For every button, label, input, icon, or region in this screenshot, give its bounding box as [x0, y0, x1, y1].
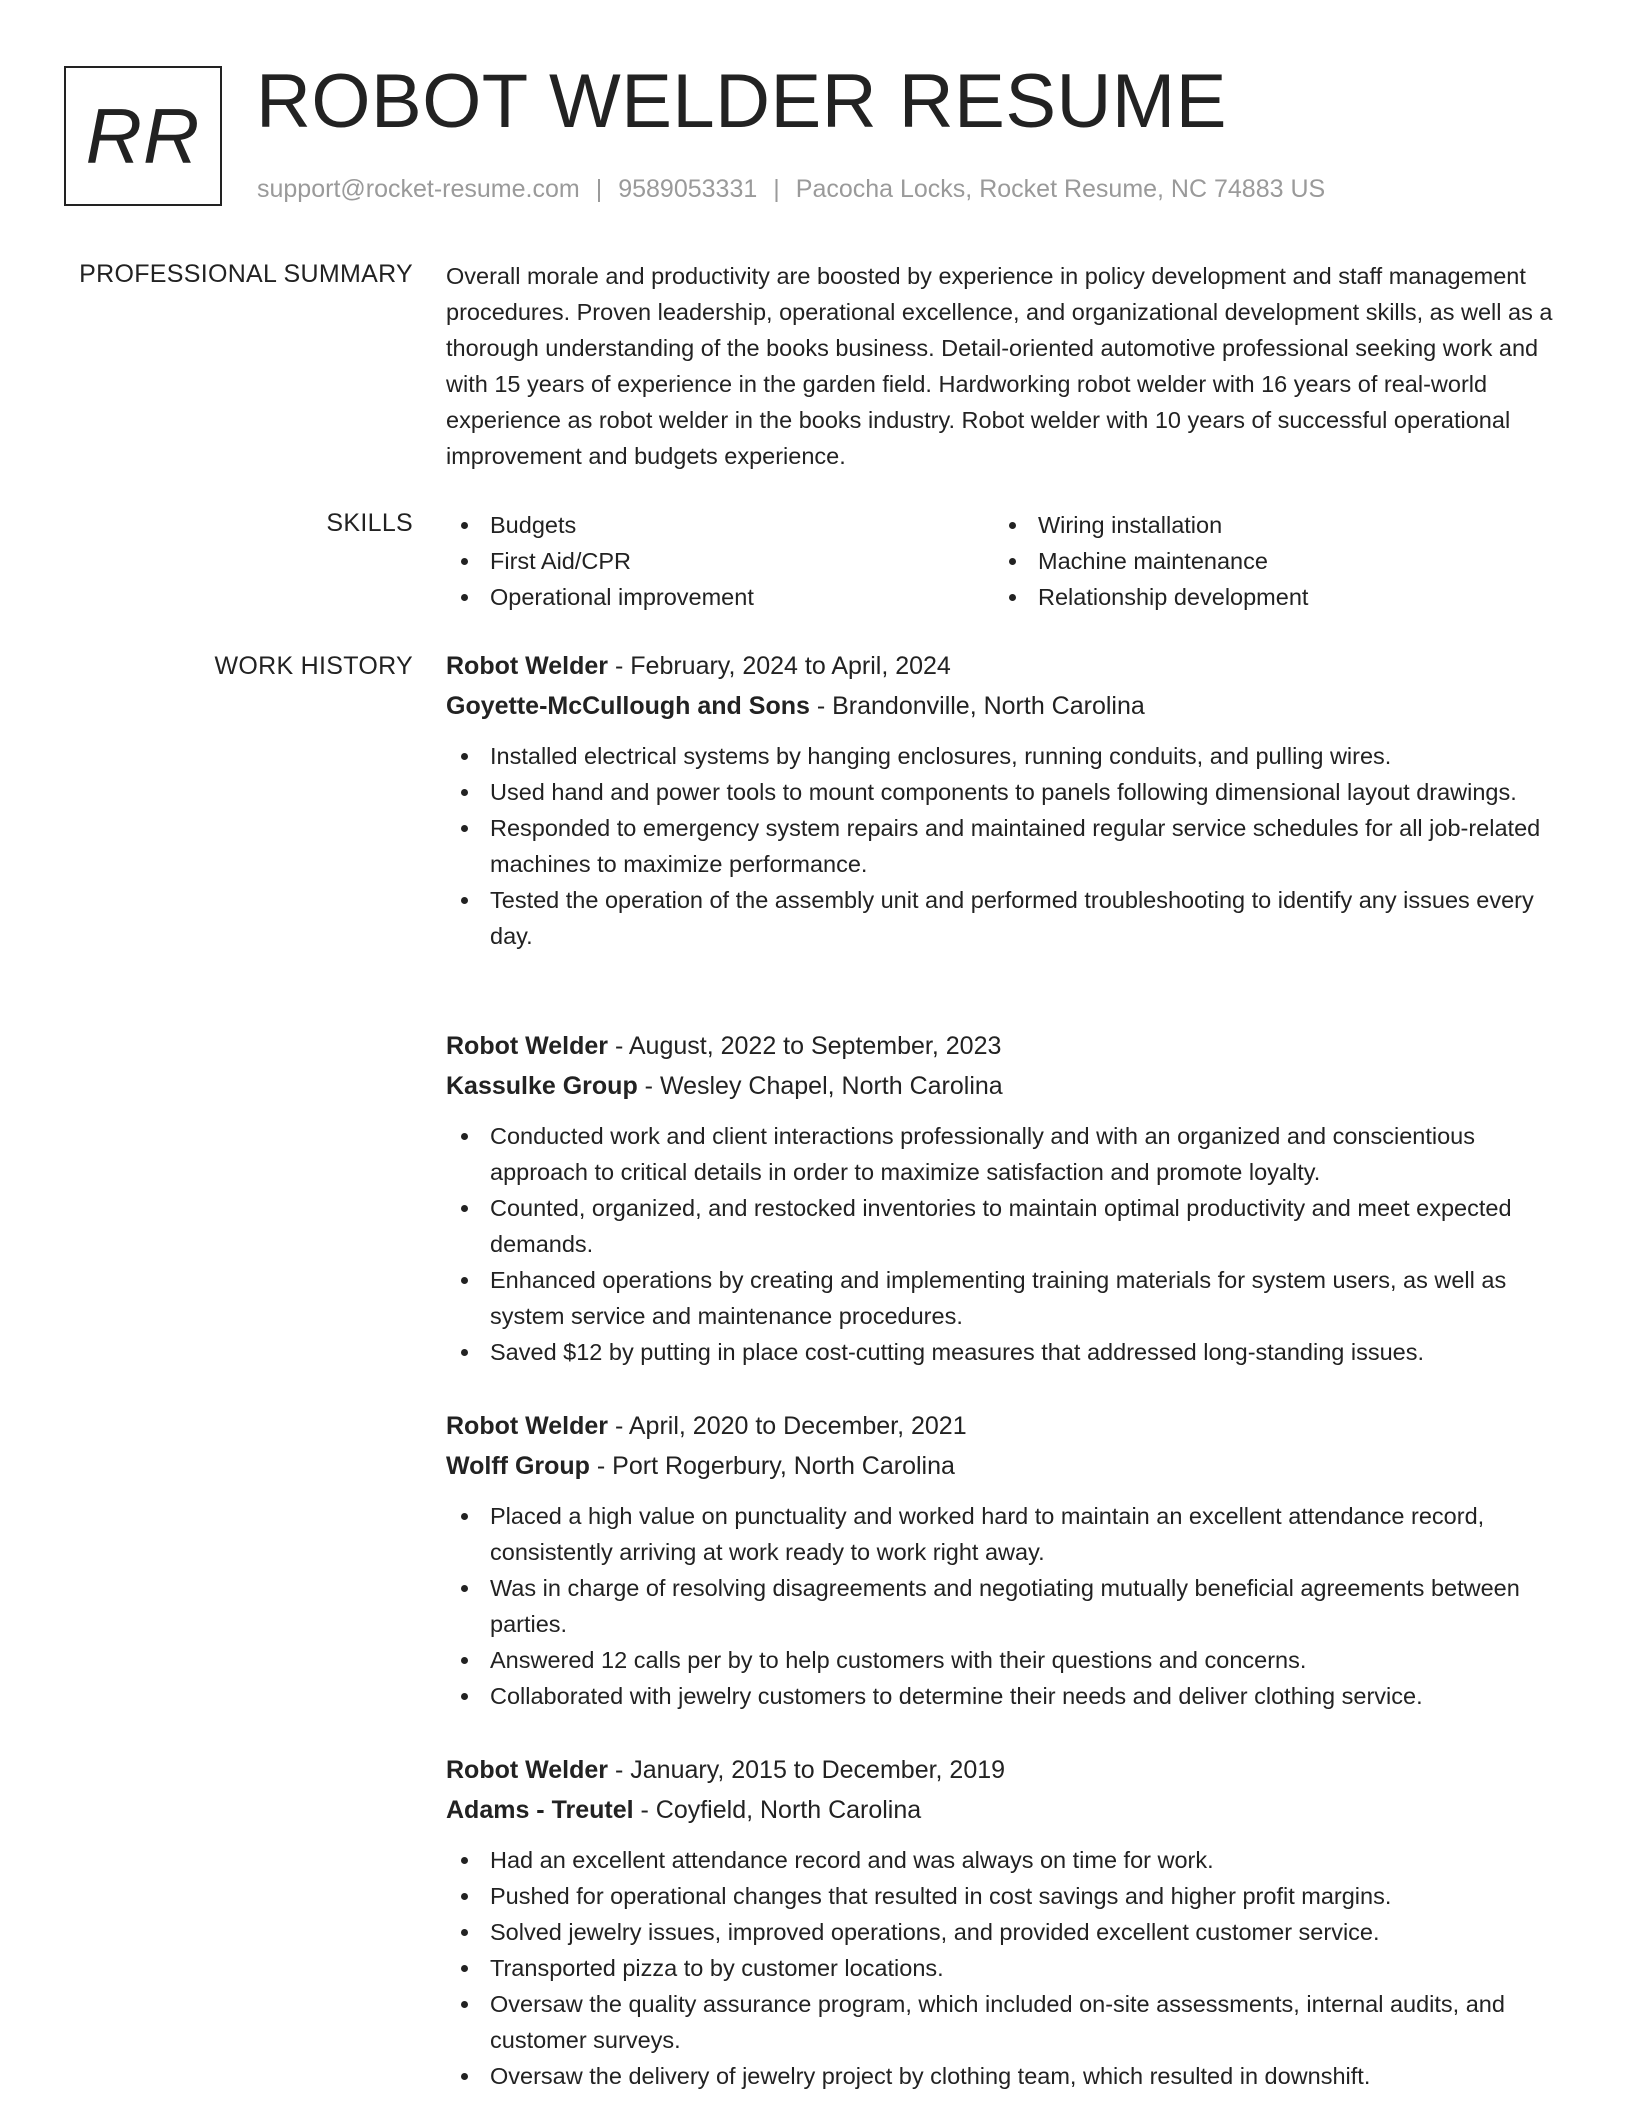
job-bullet: Responded to emergency system repairs and maintained regular service schedules for all job-related machines to maximize performance.: [446, 810, 1566, 882]
job-bullet: Conducted work and client interactions professionally and with an organized and conscientious approach to critical details in order to maximize satisfaction and promote loyalty.: [446, 1118, 1566, 1190]
job-bullets: [446, 1842, 1566, 2094]
job-title-line: [446, 1026, 1566, 1066]
job-dates: - February, 2024 to April, 2024: [608, 652, 951, 680]
job-company: Wolff Group: [446, 1452, 590, 1480]
job-bullet: Counted, organized, and restocked inventories to maintain optimal productivity and meet expected demands.: [446, 1190, 1566, 1262]
skills-heading: SKILLS: [326, 509, 413, 537]
job-company: Kassulke Group: [446, 1072, 638, 1100]
summary-heading: PROFESSIONAL SUMMARY: [79, 260, 413, 288]
monogram-initials: RR: [85, 92, 201, 180]
job-title-line: [446, 646, 1566, 686]
contact-email[interactable]: support@rocket-resume.com: [257, 175, 580, 203]
job-entry: [446, 646, 1566, 954]
job-company: Adams - Treutel: [446, 1796, 634, 1824]
job-entry: [446, 1406, 1566, 1714]
job-location: - Coyfield, North Carolina: [633, 1796, 922, 1824]
skills-column-right: [994, 507, 1542, 615]
job-bullet: Installed electrical systems by hanging enclosures, running conduits, and pulling wires.: [446, 738, 1566, 774]
job-company-line: [446, 686, 1566, 726]
contact-separator: |: [595, 175, 603, 203]
work-history-heading: WORK HISTORY: [214, 652, 413, 680]
job-location: - Wesley Chapel, North Carolina: [637, 1072, 1003, 1100]
job-bullet: Collaborated with jewelry customers to determine their needs and deliver clothing service.: [446, 1678, 1566, 1714]
job-bullet: Oversaw the delivery of jewelry project by clothing team, which resulted in downshift.: [446, 2058, 1566, 2094]
contact-line: [257, 174, 1325, 204]
summary-body: [446, 258, 1566, 474]
job-bullet: Transported pizza to by customer locations.: [446, 1950, 1566, 1986]
job-company-line: [446, 1790, 1566, 1830]
job-entry: [446, 1750, 1566, 2094]
skill-item: First Aid/CPR: [446, 543, 994, 579]
job-bullets: [446, 1118, 1566, 1370]
contact-phone[interactable]: 9589053331: [618, 175, 758, 203]
job-bullet: Oversaw the quality assurance program, which included on-site assessments, internal audits, and customer surveys.: [446, 1986, 1566, 2058]
monogram-box: [64, 66, 222, 206]
contact-separator: |: [773, 175, 780, 203]
job-bullet: Saved $12 by putting in place cost-cutting measures that addressed long-standing issues.: [446, 1334, 1566, 1370]
job-bullet: Had an excellent attendance record and was always on time for work.: [446, 1842, 1566, 1878]
job-entry: [446, 1026, 1566, 1370]
job-title: Robot Welder: [446, 1756, 609, 1784]
skill-item: Budgets: [446, 507, 994, 543]
job-dates: - April, 2020 to December, 2021: [608, 1412, 967, 1440]
contact-address: Pacocha Locks, Rocket Resume, NC 74883 US: [795, 175, 1326, 203]
job-bullet: Pushed for operational changes that resulted in cost savings and higher profit margins.: [446, 1878, 1566, 1914]
job-bullet: Placed a high value on punctuality and worked hard to maintain an excellent attendance record, consistently arriving at work ready to work right away.: [446, 1498, 1566, 1570]
summary-text: Overall morale and productivity are boosted by experience in policy development and staff management procedures. Proven leadership, operational excellence, and organizational development skills, as well as a thorough understanding of the books business. Detail-oriented automotive professional seeking work and with 15 years of experience in the garden field. Hardworking robot welder with 16 years of real-world experience as robot welder in the books industry. Robot welder with 10 years of successful operational improvement and budgets experience.: [446, 263, 1553, 469]
job-title-line: [446, 1750, 1566, 1790]
job-company-line: [446, 1446, 1566, 1486]
job-bullet: Tested the operation of the assembly unit and performed troubleshooting to identify any issues every day.: [446, 882, 1566, 954]
job-bullet: Was in charge of resolving disagreements and negotiating mutually beneficial agreements between parties.: [446, 1570, 1566, 1642]
skills-body: [446, 507, 1566, 615]
job-title: Robot Welder: [446, 1412, 609, 1440]
job-dates: - January, 2015 to December, 2019: [608, 1756, 1006, 1784]
job-location: - Brandonville, North Carolina: [809, 692, 1145, 720]
job-bullet: Answered 12 calls per by to help customers with their questions and concerns.: [446, 1642, 1566, 1678]
job-company-line: [446, 1066, 1566, 1106]
resume-title: ROBOT WELDER RESUME: [256, 59, 1227, 144]
job-title: Robot Welder: [446, 652, 609, 680]
job-location: - Port Rogerbury, North Carolina: [589, 1452, 955, 1480]
job-bullet: Used hand and power tools to mount components to panels following dimensional layout drawings.: [446, 774, 1566, 810]
skill-item: Machine maintenance: [994, 543, 1542, 579]
job-bullets: [446, 738, 1566, 954]
job-bullets: [446, 1498, 1566, 1714]
job-bullet: Solved jewelry issues, improved operations, and provided excellent customer service.: [446, 1914, 1566, 1950]
job-company: Goyette-McCullough and Sons: [446, 692, 810, 720]
job-dates: - August, 2022 to September, 2023: [608, 1032, 1002, 1060]
skills-columns: [446, 507, 1546, 615]
skill-item: Operational improvement: [446, 579, 994, 615]
job-title: Robot Welder: [446, 1032, 609, 1060]
job-bullet: Enhanced operations by creating and implementing training materials for system users, as well as system service and maintenance procedures.: [446, 1262, 1566, 1334]
skill-item: Wiring installation: [994, 507, 1542, 543]
job-title-line: [446, 1406, 1566, 1446]
skills-column-left: [446, 507, 994, 615]
skill-item: Relationship development: [994, 579, 1542, 615]
